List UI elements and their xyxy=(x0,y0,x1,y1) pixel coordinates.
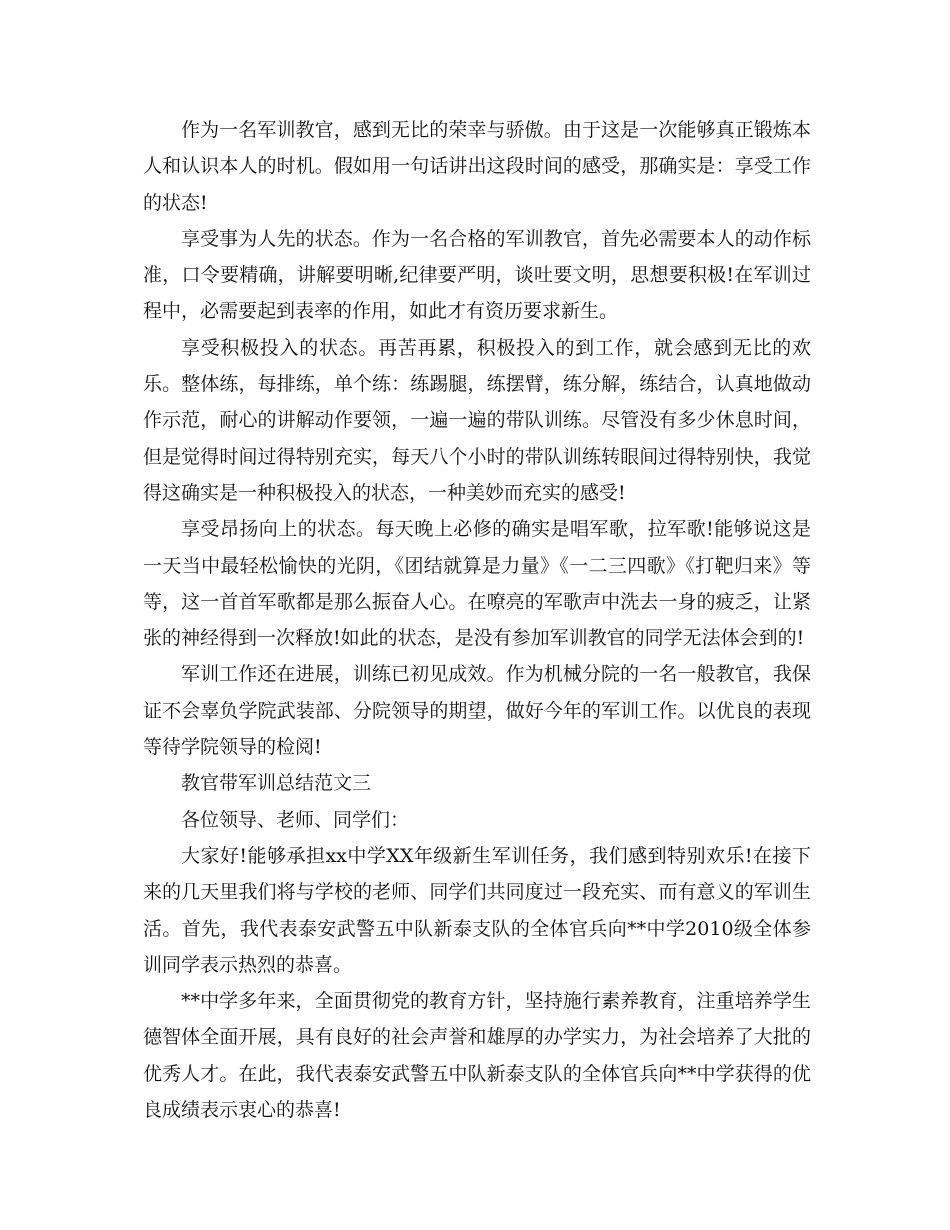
paragraph-greeting: 大家好!能够承担xx中学XX年级新生军训任务，我们感到特别欢乐!在接下来的几天里我们将与学校的老师、同学们共同度过一段充实、而有意义的军训生活。首先，我代表泰安武警五中队新泰支队的全体官兵向**中学2010级全体参训同学表示热烈的恭喜。 xyxy=(143,844,811,976)
paragraph-uplifting-spirit: 享受昂扬向上的状态。每天晚上必修的确实是唱军歌，拉军歌!能够说这是一天当中最轻松愉快的光阴，《团结就算是力量》《一二三四歌》《打靶归来》等等，这一首首军歌都是那么振奋人心。在嘹亮的军歌声中洗去一身的疲乏，让紧张的神经得到一次释放!如此的状态，是没有参加军训教官的同学无法体会到的! xyxy=(143,518,811,650)
document-body xyxy=(143,112,811,1128)
paragraph-leading-by-example: 享受事为人先的状态。作为一名合格的军训教官，首先必需要本人的动作标准，口令要精确，讲解要明晰,纪律要严明，谈吐要文明，思想要积极!在军训过程中，必需要起到表率的作用，如此才有资历要求新生。 xyxy=(143,227,811,323)
section-title: 教官带军训总结范文三 xyxy=(181,772,372,795)
paragraph-intro: 作为一名军训教官，感到无比的荣幸与骄傲。由于这是一次能够真正锻炼本人和认识本人的时机。假如用一句话讲出这段时间的感受，那确实是：享受工作的状态! xyxy=(143,119,811,214)
paragraph-progress: 军训工作还在进展，训练已初见成效。作为机械分院的一名一般教官，我保证不会辜负学院武装部、分院领导的期望，做好今年的军训工作。以优良的表现等待学院领导的检阅! xyxy=(143,663,811,759)
paragraph-school-praise: **中学多年来，全面贯彻党的教育方针，坚持施行素养教育，注重培养学生德智体全面开展，具有良好的社会声誉和雄厚的办学实力，为社会培养了大批的优秀人才。在此，我代表泰安武警五中队新泰支队的全体官兵向**中学获得的优良成绩表示衷心的恭喜! xyxy=(143,990,811,1122)
salutation: 各位领导、老师、同学们： xyxy=(181,808,410,831)
paragraph-active-engagement: 享受积极投入的状态。再苦再累，积极投入的到工作，就会感到无比的欢乐。整体练，每排练，单个练：练踢腿，练摆臂，练分解，练结合，认真地做动作示范，耐心的讲解动作要领，一遍一遍的带队训练。尽管没有多少休息时间，但是觉得时间过得特别充实，每天八个小时的带队训练转眼间过得特别快，我觉得这确实是一种积极投入的状态，一种美妙而充实的感受! xyxy=(143,336,811,504)
